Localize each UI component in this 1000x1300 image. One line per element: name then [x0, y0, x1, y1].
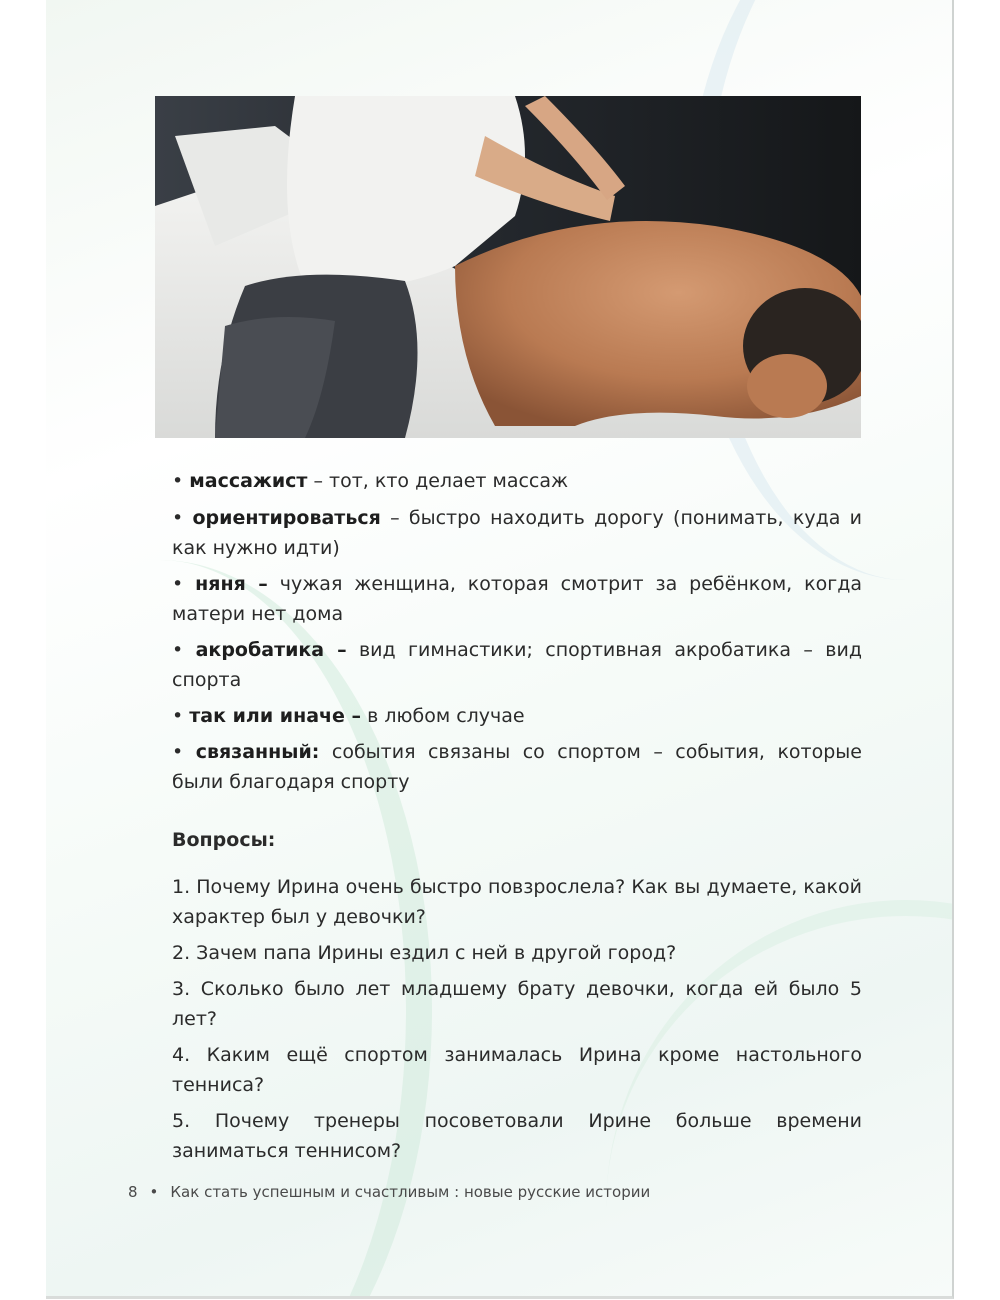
glossary-item: • массажист – тот, кто делает массаж — [172, 470, 569, 492]
question-item: 2. Зачем папа Ирины ездил с ней в другой город? — [172, 942, 677, 964]
page-footer — [128, 1183, 650, 1201]
glossary-item: • связанный: события связаны со спортом – события, которые были благодаря спорту — [172, 741, 862, 793]
glossary-term: акробатика – — [195, 639, 347, 661]
glossary-term: ориентироваться — [192, 507, 381, 529]
glossary-definition: события связаны со спортом – события, которые были благодаря спорту — [172, 741, 862, 793]
glossary-definition: тот, кто делает массаж — [329, 470, 569, 492]
book-title: Как стать успешным и счастливым : новые русские истории — [170, 1183, 651, 1201]
glossary-term: няня – — [195, 573, 268, 595]
question-item: 1. Почему Ирина очень быстро повзрослела? Как вы думаете, какой характер был у девочки? — [172, 876, 862, 928]
glossary-definition: чужая женщина, которая смотрит за ребёнком, когда матери нет дома — [172, 573, 863, 625]
glossary-term: так или иначе – — [189, 705, 362, 727]
glossary-item: • няня – чужая женщина, которая смотрит за ребёнком, когда матери нет дома — [172, 573, 863, 625]
glossary-definition: в любом случае — [367, 705, 525, 727]
glossary-term: массажист — [189, 470, 308, 492]
question-item: 4. Каким ещё спортом занималась Ирина кроме настольного тенниса? — [172, 1044, 862, 1096]
questions-heading: Вопросы: — [172, 829, 276, 851]
footer-bullet: • — [149, 1183, 159, 1201]
glossary-item: • ориентироваться – быстро находить дорогу (понимать, куда и как нужно идти) — [172, 507, 862, 559]
question-item: 5. Почему тренеры посоветовали Ирине больше времени заниматься теннисом? — [172, 1110, 862, 1162]
massage-photo — [155, 96, 861, 438]
glossary-definition: вид гимнастики; спортивная акробатика – вид спорта — [172, 639, 862, 691]
page-number: 8 — [128, 1183, 138, 1201]
glossary-term: связанный: — [195, 741, 320, 763]
glossary-item: • акробатика – вид гимнастики; спортивная акробатика – вид спорта — [172, 639, 862, 691]
question-item: 3. Сколько было лет младшему брату девочки, когда ей было 5 лет? — [172, 978, 862, 1030]
glossary-definition: быстро находить дорогу (понимать, куда и как нужно идти) — [172, 507, 862, 559]
glossary-item: • так или иначе – в любом случае — [172, 705, 525, 727]
